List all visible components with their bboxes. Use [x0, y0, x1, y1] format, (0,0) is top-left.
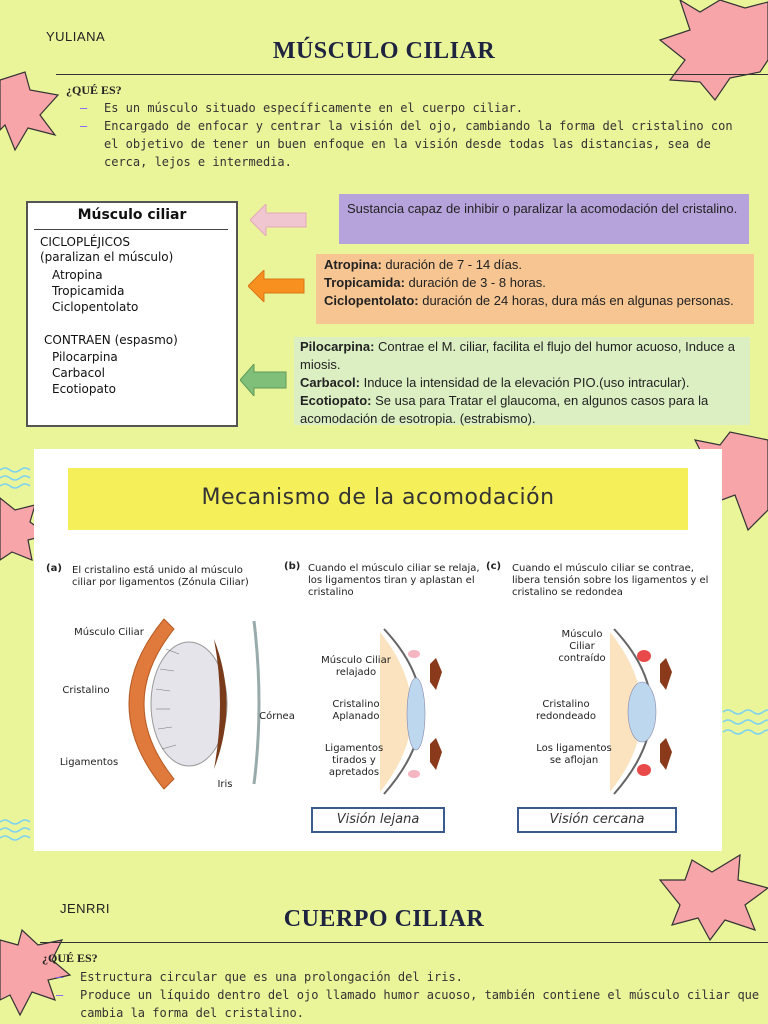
list-item: – Estructura circular que es una prolongación del iris.: [56, 970, 463, 984]
panel-c-caption: Cuando el músculo ciliar se contrae, libera tensión sobre los ligamentos y el cristalino se redondea: [512, 563, 709, 598]
title-underline: [40, 942, 768, 943]
label-lens-b: Cristalino Aplanado: [332, 699, 380, 722]
bullet-list: [56, 968, 760, 1022]
diagram-title: Mecanismo de la acomodación: [201, 485, 555, 510]
green-info-box: [294, 337, 750, 425]
drug-table: [26, 201, 238, 427]
eye-near-vision: [604, 624, 694, 799]
panel-b-letter: (b): [284, 561, 301, 572]
title-underline: [56, 74, 768, 75]
author-name: JENRRI: [60, 901, 110, 916]
panel-a-caption: El cristalino está unido al músculo ciliar por ligamentos (Zónula Ciliar): [72, 565, 249, 588]
panel-a-letter: (a): [46, 563, 62, 574]
panel-b-caption: Cuando el músculo ciliar se relaja, los ligamentos tiran y aplastan el cristalino: [308, 563, 480, 598]
page-title: MÚSCULO CILIAR: [272, 38, 496, 64]
list-item: Carbacol: Induce la intensidad de la elevación PIO.(uso intracular).: [300, 375, 690, 390]
arrow-left-orange-icon: [248, 270, 308, 302]
panel-c-letter: (c): [486, 561, 502, 572]
drug-item: Tropicamida: [52, 284, 125, 298]
label-ligaments-c: Los ligamentos se aflojan: [536, 743, 612, 766]
arrow-left-green-icon: [240, 364, 290, 396]
label-muscle-a: Músculo Ciliar: [74, 627, 144, 638]
list-item: Pilocarpina: Contrae el M. ciliar, facilita el flujo del humor acuoso, Induce a miosis.: [300, 339, 735, 372]
purple-box-text: Sustancia capaz de inhibir o paralizar la acomodación del cristalino.: [347, 201, 738, 216]
drug-item: Ciclopentolato: [52, 300, 139, 314]
star-left-upper: [0, 72, 58, 150]
label-lens-a: Cristalino: [62, 685, 110, 696]
drug-item: Carbacol: [52, 366, 105, 380]
list-item: – Produce un líquido dentro del ojo llamado humor acuoso, también contiene el músculo ciliar que cambia la forma del cristalino.: [56, 988, 760, 1020]
label-ligaments-b: Ligamentos tirados y apretados: [324, 743, 384, 778]
far-vision-label: Visión lejana: [311, 807, 445, 833]
author-name: YULIANA: [46, 29, 106, 44]
purple-info-box: [339, 194, 749, 244]
near-vision-label: Visión cercana: [517, 807, 677, 833]
drug-item: Ecotiopato: [52, 382, 116, 396]
arrow-left-pink-icon: [250, 204, 310, 236]
drug-item: Atropina: [52, 268, 103, 282]
bullet-list: [80, 99, 744, 171]
section-title: CUERPO CILIAR: [283, 906, 485, 932]
list-item: Tropicamida: duración de 3 - 8 horas.: [324, 275, 546, 290]
question-heading: ¿QUÉ ES?: [66, 83, 122, 97]
drug-item: Pilocarpina: [52, 350, 118, 364]
group1-header: CICLOPLÉJICOS: [40, 235, 131, 249]
drug-table-title: Músculo ciliar: [77, 207, 187, 223]
label-iris-a: Iris: [217, 779, 233, 790]
list-item: Ciclopentolato: duración de 24 horas, dura más en algunas personas.: [324, 293, 734, 308]
label-muscle-b: Músculo Ciliar relajado: [321, 655, 391, 678]
group1-sub: (paralizan el músculo): [40, 250, 174, 264]
orange-info-box: [316, 254, 754, 324]
accommodation-diagram: [34, 449, 722, 851]
question-heading: ¿QUÉ ES?: [42, 951, 98, 965]
list-item: – Es un músculo situado específicamente en el cuerpo ciliar.: [80, 101, 524, 115]
list-item: Ecotiopato: Se usa para Tratar el glaucoma, en algunos casos para la acomodación de esotropia. (estrabismo).: [300, 393, 709, 426]
list-item: Atropina: duración de 7 - 14 días.: [324, 257, 522, 272]
label-muscle-c: Músculo Ciliar contraído: [558, 629, 606, 664]
list-item: – Encargado de enfocar y centrar la visión del ojo, cambiando la forma del cristalino con el objetivo de tener un buen enfoque en la visión desde todas las distancias, sea de cerca, lejos e intermedia.: [80, 119, 733, 169]
label-cornea-a: Córnea: [259, 711, 295, 722]
label-lens-c: Cristalino redondeado: [536, 699, 596, 722]
group2-header: CONTRAEN (espasmo): [44, 333, 178, 347]
label-ligaments-a: Ligamentos: [59, 757, 119, 768]
drug-table-divider: [34, 229, 228, 230]
